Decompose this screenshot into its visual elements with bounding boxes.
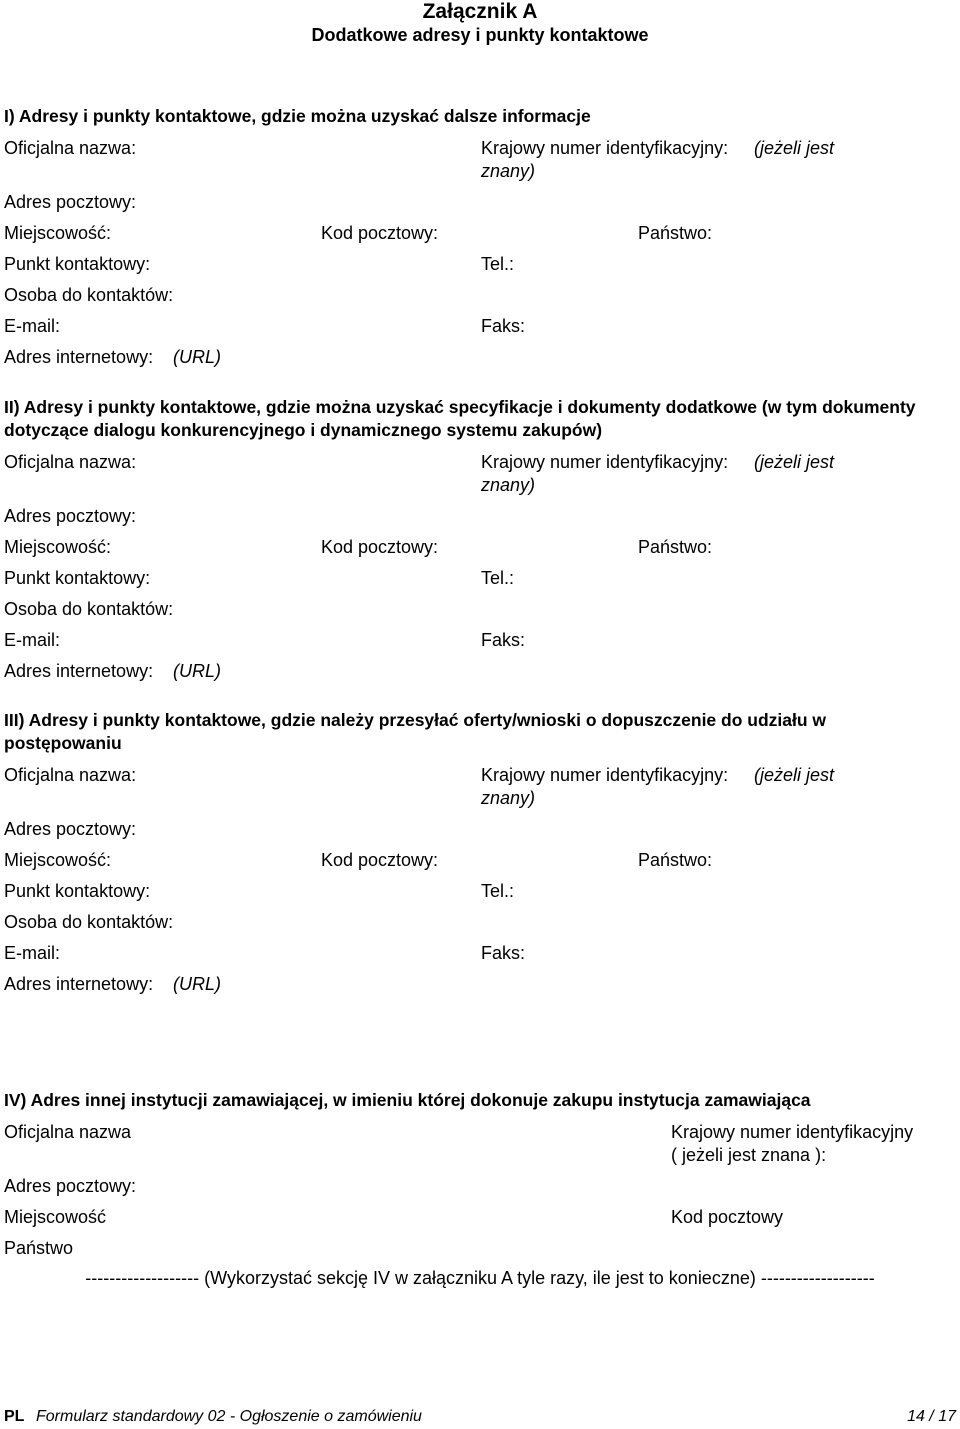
section-iii-contact-person-label: Osoba do kontaktów: xyxy=(4,912,174,932)
section-i-postal-address-label: Adres pocztowy: xyxy=(4,192,137,212)
section-ii-town-label: Miejscowość: xyxy=(4,537,112,557)
section-iii-internet-address-label: Adres internetowy: xyxy=(4,974,154,994)
section-iii-postal-address-label: Adres pocztowy: xyxy=(4,819,137,839)
section-ii-national-id-note-cont: znany) xyxy=(481,475,536,495)
section-iii-national-id-note: (jeżeli jest xyxy=(754,765,835,785)
section-i-contact-person-label: Osoba do kontaktów: xyxy=(4,285,174,305)
section-ii-url-note: (URL) xyxy=(173,661,221,681)
section-iii-country-label: Państwo: xyxy=(638,850,713,870)
section-iii-fax-label: Faks: xyxy=(481,943,526,963)
section-iii-url-note: (URL) xyxy=(173,974,221,994)
section-i-national-id-note: (jeżeli jest xyxy=(754,138,835,158)
section-ii-official-name-label: Oficjalna nazwa: xyxy=(4,452,137,472)
footer-page-number: 14 / 17 xyxy=(907,1408,956,1425)
section-i-national-id-label: Krajowy numer identyfikacyjny: xyxy=(481,138,729,158)
page-title: Załącznik A xyxy=(422,0,538,23)
section-iii-heading: III) Adresy i punkty kontaktowe, gdzie należy przesyłać oferty/wnioski o dopuszczenie do udziału w postępowaniu xyxy=(4,710,827,753)
section-iii-postal-code-label: Kod pocztowy: xyxy=(321,850,439,870)
section-ii-phone-label: Tel.: xyxy=(481,568,515,588)
section-i-country-label: Państwo: xyxy=(638,223,713,243)
section-iii-town-label: Miejscowość: xyxy=(4,850,112,870)
section-iv-official-name-label: Oficjalna nazwa xyxy=(4,1122,132,1142)
section-iii-national-id-label: Krajowy numer identyfikacyjny: xyxy=(481,765,729,785)
section-ii-fax-label: Faks: xyxy=(481,630,526,650)
footer-language: PL xyxy=(4,1408,25,1425)
section-i-fax-label: Faks: xyxy=(481,316,526,336)
repeat-section-note: ------------------- (Wykorzystać sekcję IV w załączniku A tyle razy, ile jest to konieczne) ------------------- xyxy=(85,1268,875,1288)
section-iv-national-id-note: ( jeżeli jest znana ): xyxy=(671,1145,827,1165)
section-iii-phone-label: Tel.: xyxy=(481,881,515,901)
section-i-phone-label: Tel.: xyxy=(481,254,515,274)
section-i-postal-code-label: Kod pocztowy: xyxy=(321,223,439,243)
section-i-official-name-label: Oficjalna nazwa: xyxy=(4,138,137,158)
section-i-contact-point-label: Punkt kontaktowy: xyxy=(4,254,151,274)
section-i-heading: I) Adresy i punkty kontaktowe, gdzie można uzyskać dalsze informacje xyxy=(4,106,591,126)
section-iii-official-name-label: Oficjalna nazwa: xyxy=(4,765,137,785)
section-ii-country-label: Państwo: xyxy=(638,537,713,557)
section-ii-postal-address-label: Adres pocztowy: xyxy=(4,506,137,526)
section-iii-national-id-note-cont: znany) xyxy=(481,788,536,808)
page-subtitle: Dodatkowe adresy i punkty kontaktowe xyxy=(311,25,649,45)
section-iv-heading: IV) Adres innej instytucji zamawiającej, w imieniu której dokonuje zakupu instytucja zamawiająca xyxy=(4,1090,811,1110)
footer-form-name: Formularz standardowy 02 - Ogłoszenie o zamówieniu xyxy=(36,1408,422,1425)
section-iv-postal-address-label: Adres pocztowy: xyxy=(4,1176,137,1196)
section-iv-country-label: Państwo xyxy=(4,1238,74,1258)
section-i-national-id-note-cont: znany) xyxy=(481,161,536,181)
section-ii-internet-address-label: Adres internetowy: xyxy=(4,661,154,681)
section-iv-postal-code-label: Kod pocztowy xyxy=(671,1207,784,1227)
section-iii-contact-point-label: Punkt kontaktowy: xyxy=(4,881,151,901)
section-i-email-label: E-mail: xyxy=(4,316,61,336)
section-iii-email-label: E-mail: xyxy=(4,943,61,963)
section-ii-contact-point-label: Punkt kontaktowy: xyxy=(4,568,151,588)
section-iv-town-label: Miejscowość xyxy=(4,1207,107,1227)
section-ii-heading: II) Adresy i punkty kontaktowe, gdzie można uzyskać specyfikacje i dokumenty dodatkowe (w tym dokumenty dotyczące dialogu konkurencyjnego i dynamicznego systemu zakupów) xyxy=(4,397,916,440)
section-ii-postal-code-label: Kod pocztowy: xyxy=(321,537,439,557)
section-ii-email-label: E-mail: xyxy=(4,630,61,650)
section-ii-national-id-label: Krajowy numer identyfikacyjny: xyxy=(481,452,729,472)
section-ii-contact-person-label: Osoba do kontaktów: xyxy=(4,599,174,619)
section-ii-national-id-note: (jeżeli jest xyxy=(754,452,835,472)
section-i-url-note: (URL) xyxy=(173,347,221,367)
section-i-town-label: Miejscowość: xyxy=(4,223,112,243)
section-i-internet-address-label: Adres internetowy: xyxy=(4,347,154,367)
section-iv-national-id-label: Krajowy numer identyfikacyjny xyxy=(671,1122,914,1142)
